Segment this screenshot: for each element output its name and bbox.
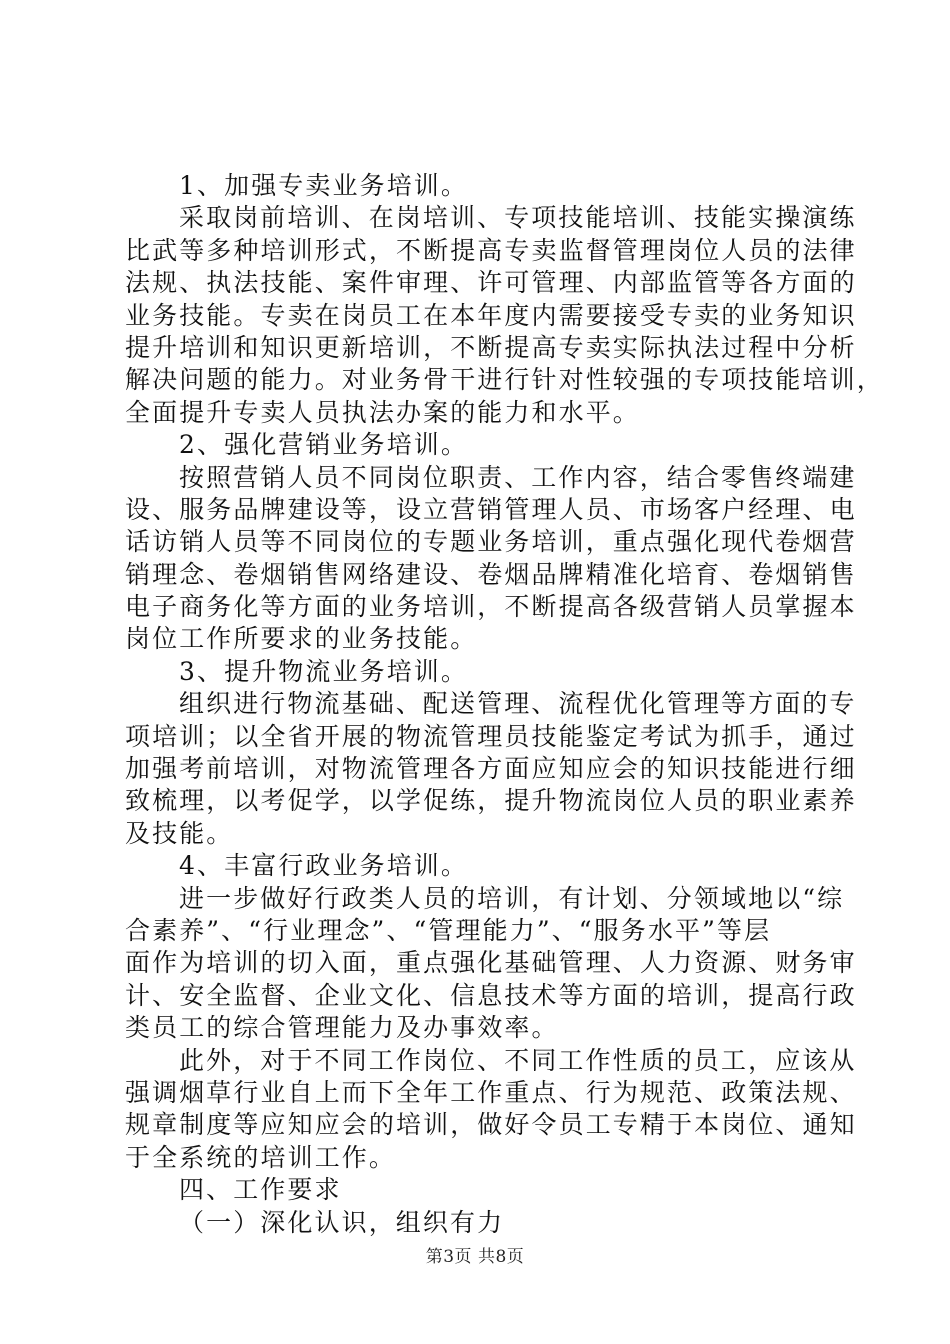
text-line: 销理念、卷烟销售网络建设、卷烟品牌精准化培育、卷烟销售 xyxy=(125,559,857,589)
text-line: 于全系统的培训工作。 xyxy=(125,1142,397,1172)
document-body xyxy=(125,170,884,1239)
text-line: 此外，对于不同工作岗位、不同工作性质的员工，应该从 xyxy=(179,1045,857,1075)
text-line: 加强考前培训，对物流管理各方面应知应会的知识技能进行细 xyxy=(125,754,857,784)
text-line: 规章制度等应知应会的培训，做好令员工专精于本岗位、通知 xyxy=(125,1110,857,1140)
text-line: 强调烟草行业自上而下全年工作重点、行为规范、政策法规、 xyxy=(125,1077,857,1107)
text-line: 组织进行物流基础、配送管理、流程优化管理等方面的专 xyxy=(179,689,857,719)
text-line: 全面提升专卖人员执法办案的能力和水平。 xyxy=(125,397,640,427)
text-line: 话访销人员等不同岗位的专题业务培训，重点强化现代卷烟营 xyxy=(125,527,857,557)
text-line: （一）深化认识，组织有力 xyxy=(179,1207,505,1237)
text-line: 比武等多种培训形式，不断提高专卖监督管理岗位人员的法律 xyxy=(125,235,857,265)
text-line: 及技能。 xyxy=(125,818,234,848)
text-line: 类员工的综合管理能力及办事效率。 xyxy=(125,1013,559,1043)
text-line: 进一步做好行政类人员的培训，有计划、分领域地以“综 xyxy=(179,883,845,913)
text-line: 解决问题的能力。对业务骨干进行针对性较强的专项技能培训， xyxy=(125,365,884,395)
text-line: 按照营销人员不同岗位职责、工作内容，结合零售终端建 xyxy=(179,462,857,492)
text-line: 业务技能。专卖在岗员工在本年度内需要接受专卖的业务知识 xyxy=(125,300,857,330)
text-line: 提升培训和知识更新培训，不断提高专卖实际执法过程中分析 xyxy=(125,332,857,362)
text-line: 合素养”、“行业理念”、“管理能力”、“服务水平”等层 xyxy=(125,915,772,945)
text-line: 设、服务品牌建设等，设立营销管理人员、市场客户经理、电 xyxy=(125,494,857,524)
text-line: 面作为培训的切入面，重点强化基础管理、人力资源、财务审 xyxy=(125,948,857,978)
text-line: 法规、执法技能、案件审理、许可管理、内部监管等各方面的 xyxy=(125,268,857,298)
text-line: 1、加强专卖业务培训。 xyxy=(179,171,469,200)
text-line: 计、安全监督、企业文化、信息技术等方面的培训，提高行政 xyxy=(125,980,857,1010)
text-line: 岗位工作所要求的业务技能。 xyxy=(125,624,478,654)
text-line: 致梳理，以考促学，以学促练，提升物流岗位人员的职业素养 xyxy=(125,786,857,816)
text-line: 项培训；以全省开展的物流管理员技能鉴定考试为抓手，通过 xyxy=(125,721,857,751)
text-line: 四、工作要求 xyxy=(179,1175,342,1205)
text-line: 3、提升物流业务培训。 xyxy=(179,656,469,686)
page-footer: 第3页 共8页 xyxy=(425,1247,525,1267)
text-line: 电子商务化等方面的业务培训，不断提高各级营销人员掌握本 xyxy=(125,592,857,622)
text-line: 采取岗前培训、在岗培训、专项技能培训、技能实操演练 xyxy=(179,203,857,233)
text-line: 4、丰富行政业务培训。 xyxy=(179,851,469,881)
text-line: 2、强化营销业务培训。 xyxy=(179,430,469,460)
